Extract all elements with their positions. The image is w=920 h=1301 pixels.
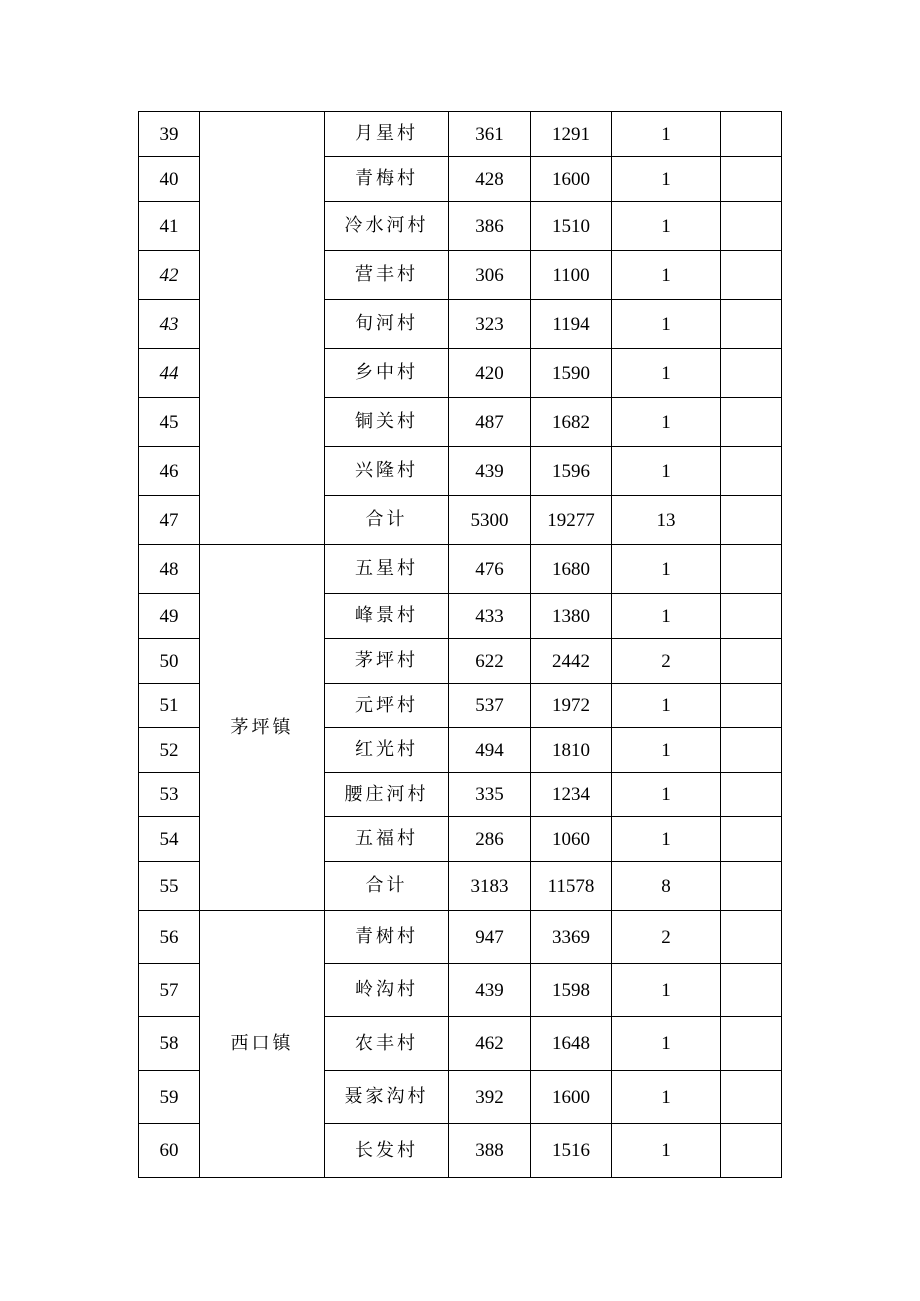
population: 11578 (531, 862, 612, 911)
count: 1 (612, 964, 721, 1017)
remark-cell (721, 639, 782, 684)
population: 1598 (531, 964, 612, 1017)
row-number: 44 (139, 349, 200, 398)
count: 13 (612, 496, 721, 545)
remark-cell (721, 862, 782, 911)
households: 386 (449, 202, 531, 251)
village-name: 青树村 (325, 911, 449, 964)
village-name: 腰庄河村 (325, 773, 449, 817)
row-number: 46 (139, 447, 200, 496)
count: 1 (612, 728, 721, 773)
village-name: 聂家沟村 (325, 1071, 449, 1124)
count: 1 (612, 447, 721, 496)
count: 8 (612, 862, 721, 911)
remark-cell (721, 1124, 782, 1178)
village-name: 五星村 (325, 545, 449, 594)
population: 1596 (531, 447, 612, 496)
count: 2 (612, 639, 721, 684)
remark-cell (721, 817, 782, 862)
remark-cell (721, 964, 782, 1017)
count: 1 (612, 545, 721, 594)
households: 428 (449, 157, 531, 202)
population: 1291 (531, 112, 612, 157)
remark-cell (721, 251, 782, 300)
households: 476 (449, 545, 531, 594)
population: 1972 (531, 684, 612, 728)
households: 392 (449, 1071, 531, 1124)
households: 3183 (449, 862, 531, 911)
count: 1 (612, 202, 721, 251)
count: 1 (612, 398, 721, 447)
remark-cell (721, 773, 782, 817)
row-number: 58 (139, 1017, 200, 1071)
households: 439 (449, 964, 531, 1017)
households: 420 (449, 349, 531, 398)
town-cell: 茅坪镇 (200, 545, 325, 911)
village-name: 五福村 (325, 817, 449, 862)
count: 2 (612, 911, 721, 964)
row-number: 40 (139, 157, 200, 202)
village-name: 农丰村 (325, 1017, 449, 1071)
households: 622 (449, 639, 531, 684)
population: 1600 (531, 157, 612, 202)
remark-cell (721, 1071, 782, 1124)
population: 3369 (531, 911, 612, 964)
households: 494 (449, 728, 531, 773)
table-row (139, 911, 782, 964)
count: 1 (612, 773, 721, 817)
population: 1648 (531, 1017, 612, 1071)
population: 1510 (531, 202, 612, 251)
remark-cell (721, 202, 782, 251)
row-number: 50 (139, 639, 200, 684)
table-row (139, 545, 782, 594)
population: 1680 (531, 545, 612, 594)
households: 5300 (449, 496, 531, 545)
population: 1682 (531, 398, 612, 447)
village-name: 兴隆村 (325, 447, 449, 496)
row-number: 39 (139, 112, 200, 157)
remark-cell (721, 112, 782, 157)
village-name: 营丰村 (325, 251, 449, 300)
population: 1600 (531, 1071, 612, 1124)
row-number: 41 (139, 202, 200, 251)
town-cell (200, 112, 325, 545)
population: 1516 (531, 1124, 612, 1178)
population: 2442 (531, 639, 612, 684)
count: 1 (612, 251, 721, 300)
village-name: 红光村 (325, 728, 449, 773)
village-name: 岭沟村 (325, 964, 449, 1017)
row-number: 53 (139, 773, 200, 817)
row-number: 59 (139, 1071, 200, 1124)
population: 1060 (531, 817, 612, 862)
row-number: 45 (139, 398, 200, 447)
subtotal-label: 合计 (325, 862, 449, 911)
row-number: 60 (139, 1124, 200, 1178)
population: 1810 (531, 728, 612, 773)
remark-cell (721, 545, 782, 594)
households: 439 (449, 447, 531, 496)
households: 323 (449, 300, 531, 349)
population: 1590 (531, 349, 612, 398)
row-number: 43 (139, 300, 200, 349)
remark-cell (721, 496, 782, 545)
village-name: 长发村 (325, 1124, 449, 1178)
village-name: 茅坪村 (325, 639, 449, 684)
count: 1 (612, 1124, 721, 1178)
village-name: 元坪村 (325, 684, 449, 728)
row-number: 54 (139, 817, 200, 862)
count: 1 (612, 112, 721, 157)
village-name: 乡中村 (325, 349, 449, 398)
households: 947 (449, 911, 531, 964)
households: 462 (449, 1017, 531, 1071)
remark-cell (721, 1017, 782, 1071)
remark-cell (721, 447, 782, 496)
count: 1 (612, 157, 721, 202)
row-number: 51 (139, 684, 200, 728)
count: 1 (612, 594, 721, 639)
village-name: 月星村 (325, 112, 449, 157)
population: 1380 (531, 594, 612, 639)
households: 361 (449, 112, 531, 157)
count: 1 (612, 300, 721, 349)
village-table (138, 111, 782, 1178)
table-row (139, 112, 782, 157)
households: 433 (449, 594, 531, 639)
count: 1 (612, 349, 721, 398)
row-number: 48 (139, 545, 200, 594)
households: 286 (449, 817, 531, 862)
remark-cell (721, 684, 782, 728)
population: 1234 (531, 773, 612, 817)
households: 335 (449, 773, 531, 817)
households: 388 (449, 1124, 531, 1178)
households: 537 (449, 684, 531, 728)
village-name: 青梅村 (325, 157, 449, 202)
remark-cell (721, 728, 782, 773)
remark-cell (721, 594, 782, 639)
town-cell: 西口镇 (200, 911, 325, 1178)
row-number: 47 (139, 496, 200, 545)
village-name: 铜关村 (325, 398, 449, 447)
households: 306 (449, 251, 531, 300)
count: 1 (612, 817, 721, 862)
village-name: 峰景村 (325, 594, 449, 639)
remark-cell (721, 398, 782, 447)
count: 1 (612, 1017, 721, 1071)
subtotal-label: 合计 (325, 496, 449, 545)
remark-cell (721, 349, 782, 398)
population: 1194 (531, 300, 612, 349)
remark-cell (721, 911, 782, 964)
row-number: 49 (139, 594, 200, 639)
village-name: 旬河村 (325, 300, 449, 349)
households: 487 (449, 398, 531, 447)
row-number: 42 (139, 251, 200, 300)
remark-cell (721, 157, 782, 202)
remark-cell (721, 300, 782, 349)
row-number: 57 (139, 964, 200, 1017)
count: 1 (612, 1071, 721, 1124)
row-number: 56 (139, 911, 200, 964)
population: 1100 (531, 251, 612, 300)
row-number: 52 (139, 728, 200, 773)
count: 1 (612, 684, 721, 728)
village-name: 冷水河村 (325, 202, 449, 251)
population: 19277 (531, 496, 612, 545)
row-number: 55 (139, 862, 200, 911)
